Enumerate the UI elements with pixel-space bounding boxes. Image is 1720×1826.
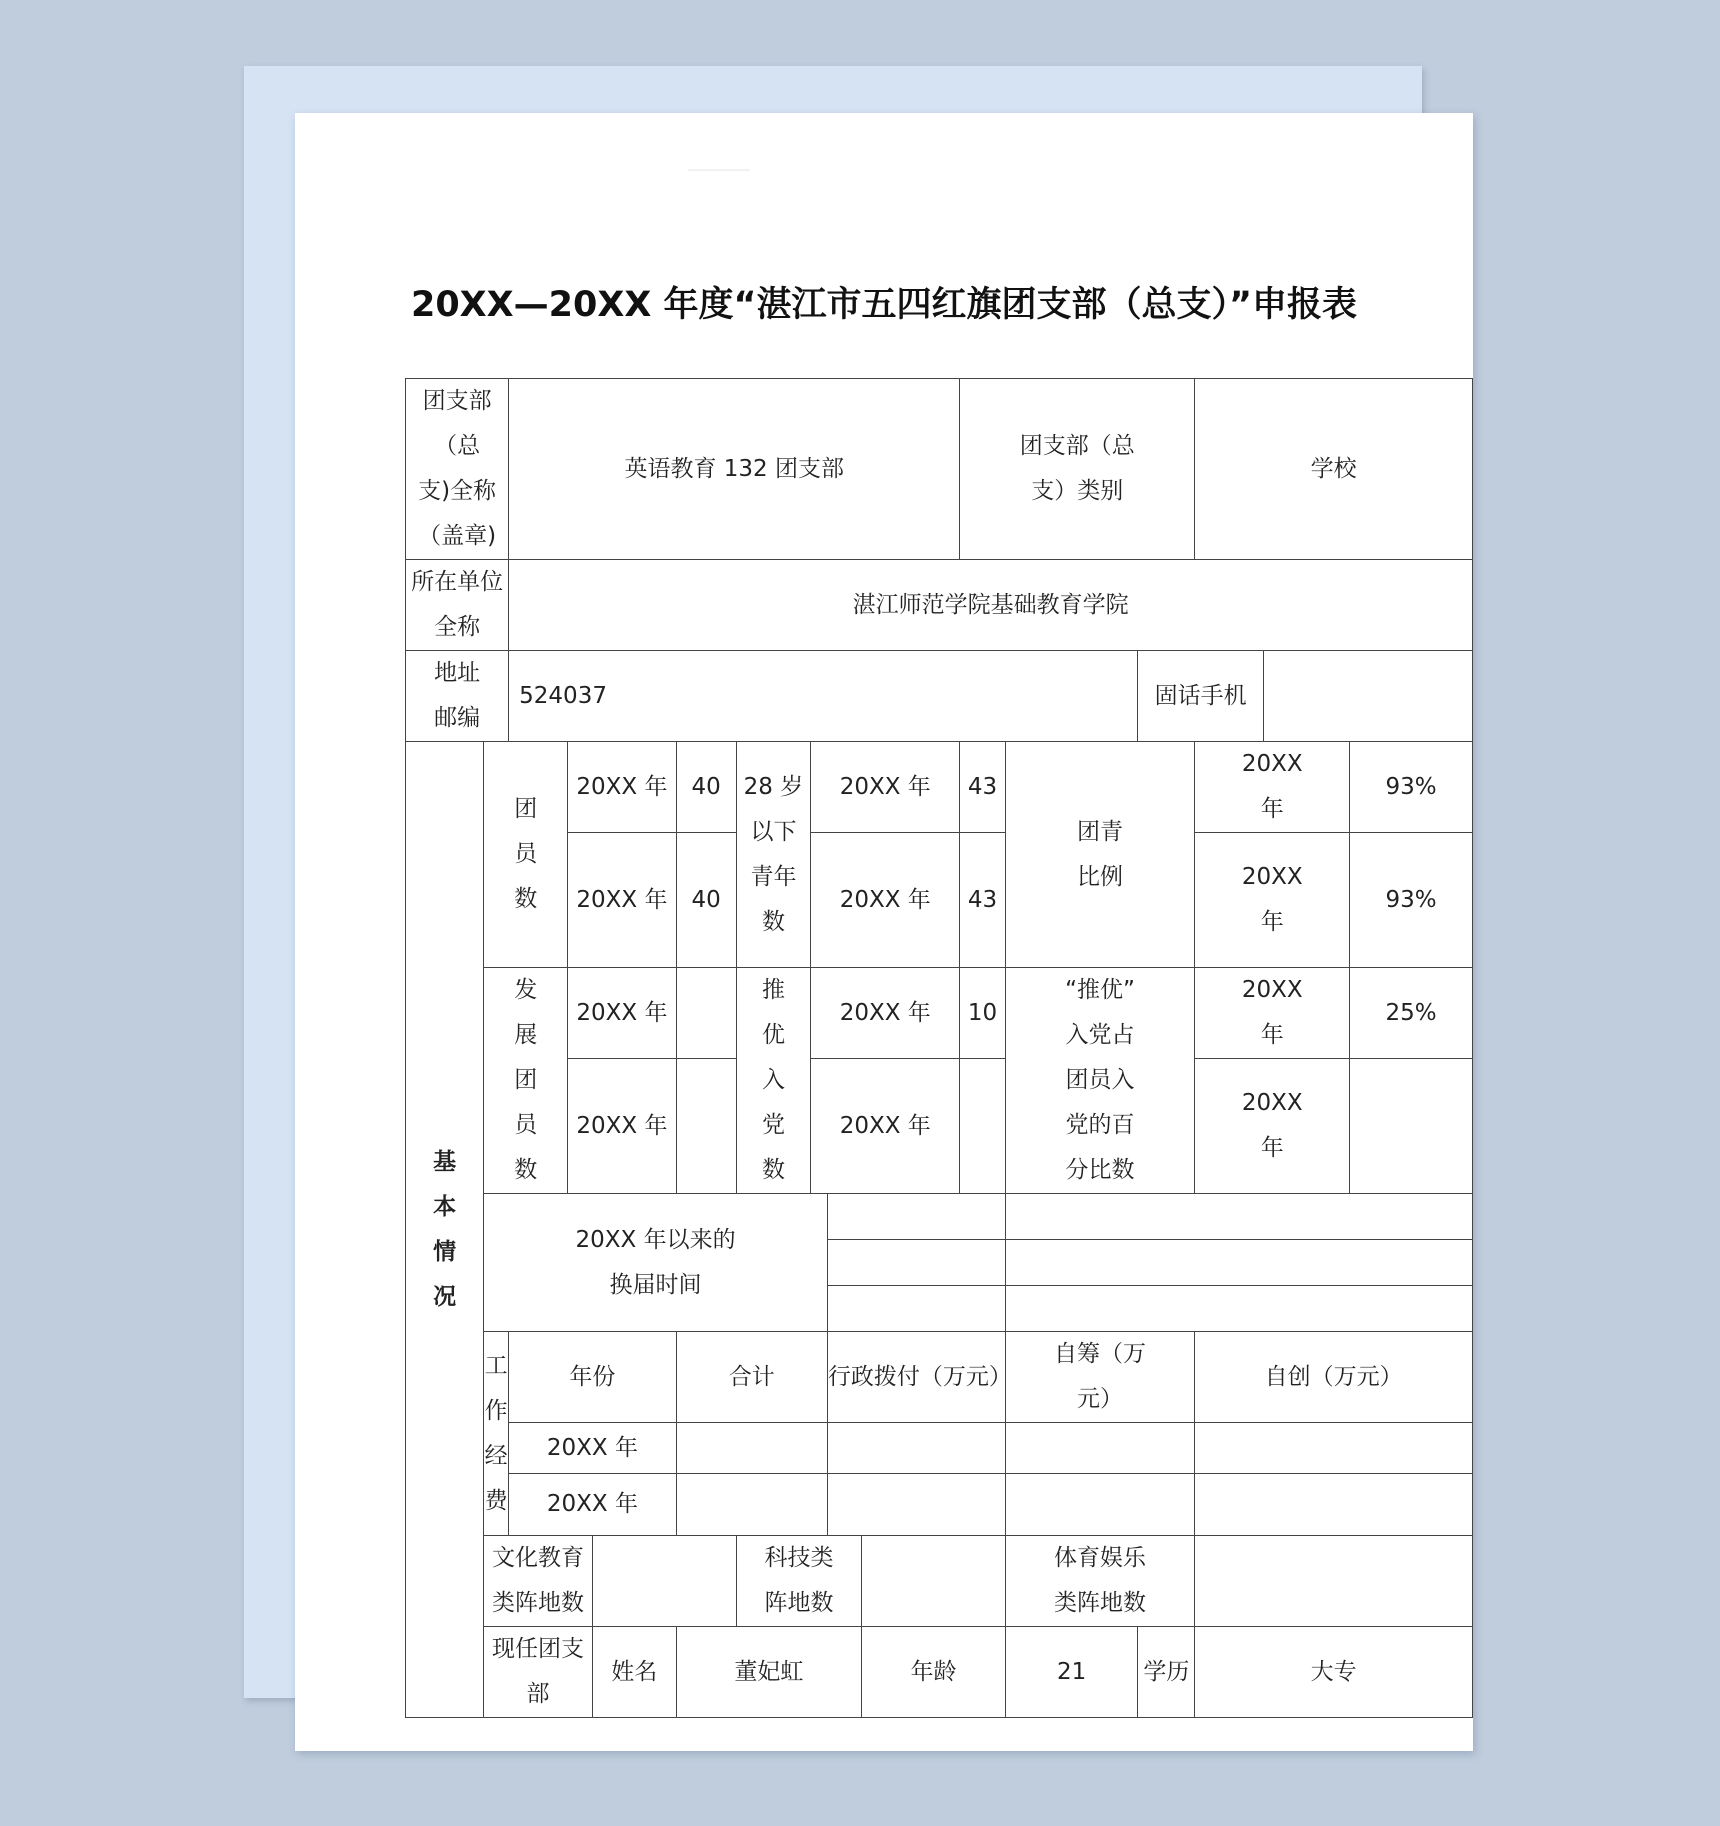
funds-label: 工 作 经 费 bbox=[484, 1332, 509, 1536]
decorative-line bbox=[688, 169, 750, 171]
culture-label: 文化教育 类阵地数 bbox=[484, 1536, 593, 1627]
funds-self-create-header: 自创（万元） bbox=[1195, 1332, 1473, 1423]
tech-value bbox=[862, 1536, 1006, 1627]
document-page bbox=[295, 113, 1473, 1751]
ratio-year-1: 20XX 年 bbox=[1195, 742, 1350, 833]
branch-type-value: 学校 bbox=[1195, 379, 1473, 560]
leader-name: 董妃虹 bbox=[676, 1627, 862, 1718]
members-count-1: 40 bbox=[676, 742, 736, 833]
election-cell bbox=[827, 1194, 1005, 1240]
address-label: 地址 邮编 bbox=[406, 651, 509, 742]
funds-self-raise-header: 自筹（万 元） bbox=[1005, 1332, 1195, 1423]
funds-cell bbox=[827, 1474, 1005, 1536]
funds-cell bbox=[1195, 1474, 1473, 1536]
sports-value bbox=[1195, 1536, 1473, 1627]
funds-cell bbox=[1005, 1474, 1195, 1536]
members-count-2: 40 bbox=[676, 833, 736, 968]
party-count-1: 10 bbox=[960, 968, 1005, 1059]
funds-cell bbox=[676, 1474, 827, 1536]
leader-age-label: 年龄 bbox=[862, 1627, 1006, 1718]
party-year-1: 20XX 年 bbox=[811, 968, 960, 1059]
pct-year-1: 20XX 年 bbox=[1195, 968, 1350, 1059]
phone-label: 固话手机 bbox=[1138, 651, 1264, 742]
ratio-value-1: 93% bbox=[1350, 742, 1473, 833]
youth-count-2: 43 bbox=[960, 833, 1005, 968]
leader-edu: 大专 bbox=[1195, 1627, 1473, 1718]
unit-value: 湛江师范学院基础教育学院 bbox=[509, 560, 1473, 651]
party-label: 推 优 入 党 数 bbox=[736, 968, 811, 1194]
sports-label: 体育娱乐 类阵地数 bbox=[1005, 1536, 1195, 1627]
develop-count-1 bbox=[676, 968, 736, 1059]
unit-label: 所在单位 全称 bbox=[406, 560, 509, 651]
address-value: 524037 bbox=[509, 651, 1138, 742]
funds-cell bbox=[1195, 1423, 1473, 1474]
develop-count-2 bbox=[676, 1059, 736, 1194]
leader-age: 21 bbox=[1005, 1627, 1138, 1718]
basic-info-section-label: 基 本 情 况 bbox=[406, 742, 484, 1718]
leader-name-label: 姓名 bbox=[592, 1627, 676, 1718]
culture-value bbox=[592, 1536, 736, 1627]
develop-label: 发 展 团 员 数 bbox=[484, 968, 568, 1194]
ratio-label: 团青 比例 bbox=[1005, 742, 1195, 968]
ratio-value-2: 93% bbox=[1350, 833, 1473, 968]
develop-year-1: 20XX 年 bbox=[568, 968, 676, 1059]
election-cell bbox=[1005, 1194, 1472, 1240]
funds-cell bbox=[676, 1423, 827, 1474]
pct-value-1: 25% bbox=[1350, 968, 1473, 1059]
funds-year-header: 年份 bbox=[509, 1332, 677, 1423]
funds-total-header: 合计 bbox=[676, 1332, 827, 1423]
pct-year-2: 20XX 年 bbox=[1195, 1059, 1350, 1194]
funds-cell bbox=[1005, 1423, 1195, 1474]
party-count-2 bbox=[960, 1059, 1005, 1194]
develop-year-2: 20XX 年 bbox=[568, 1059, 676, 1194]
party-pct-label: “推优” 入党占 团员入 党的百 分比数 bbox=[1005, 968, 1195, 1194]
tech-label: 科技类 阵地数 bbox=[736, 1536, 862, 1627]
election-label: 20XX 年以来的 换届时间 bbox=[484, 1194, 828, 1332]
pct-value-2 bbox=[1350, 1059, 1473, 1194]
leader-label: 现任团支部 bbox=[484, 1627, 593, 1718]
application-form-table bbox=[405, 378, 1473, 1718]
youth-year-2: 20XX 年 bbox=[811, 833, 960, 968]
youth-label: 28 岁 以下 青年 数 bbox=[736, 742, 811, 968]
election-cell bbox=[1005, 1286, 1472, 1332]
ratio-year-2: 20XX 年 bbox=[1195, 833, 1350, 968]
branch-name-label: 团支部（总 支)全称（盖章) bbox=[406, 379, 509, 560]
election-cell bbox=[827, 1286, 1005, 1332]
funds-admin-header: 行政拨付（万元） bbox=[827, 1332, 1005, 1423]
members-year-1: 20XX 年 bbox=[568, 742, 676, 833]
funds-year-2: 20XX 年 bbox=[509, 1474, 677, 1536]
branch-type-label: 团支部（总 支）类别 bbox=[960, 379, 1195, 560]
branch-name-value: 英语教育 132 团支部 bbox=[509, 379, 960, 560]
party-year-2: 20XX 年 bbox=[811, 1059, 960, 1194]
funds-year-1: 20XX 年 bbox=[509, 1423, 677, 1474]
election-cell bbox=[827, 1240, 1005, 1286]
leader-edu-label: 学历 bbox=[1138, 1627, 1195, 1718]
page-title: 20XX—20XX 年度“湛江市五四红旗团支部（总支）”申报表 bbox=[410, 285, 1358, 325]
youth-count-1: 43 bbox=[960, 742, 1005, 833]
phone-value bbox=[1263, 651, 1472, 742]
members-year-2: 20XX 年 bbox=[568, 833, 676, 968]
youth-year-1: 20XX 年 bbox=[811, 742, 960, 833]
election-cell bbox=[1005, 1240, 1472, 1286]
members-label: 团 员 数 bbox=[484, 742, 568, 968]
funds-cell bbox=[827, 1423, 1005, 1474]
